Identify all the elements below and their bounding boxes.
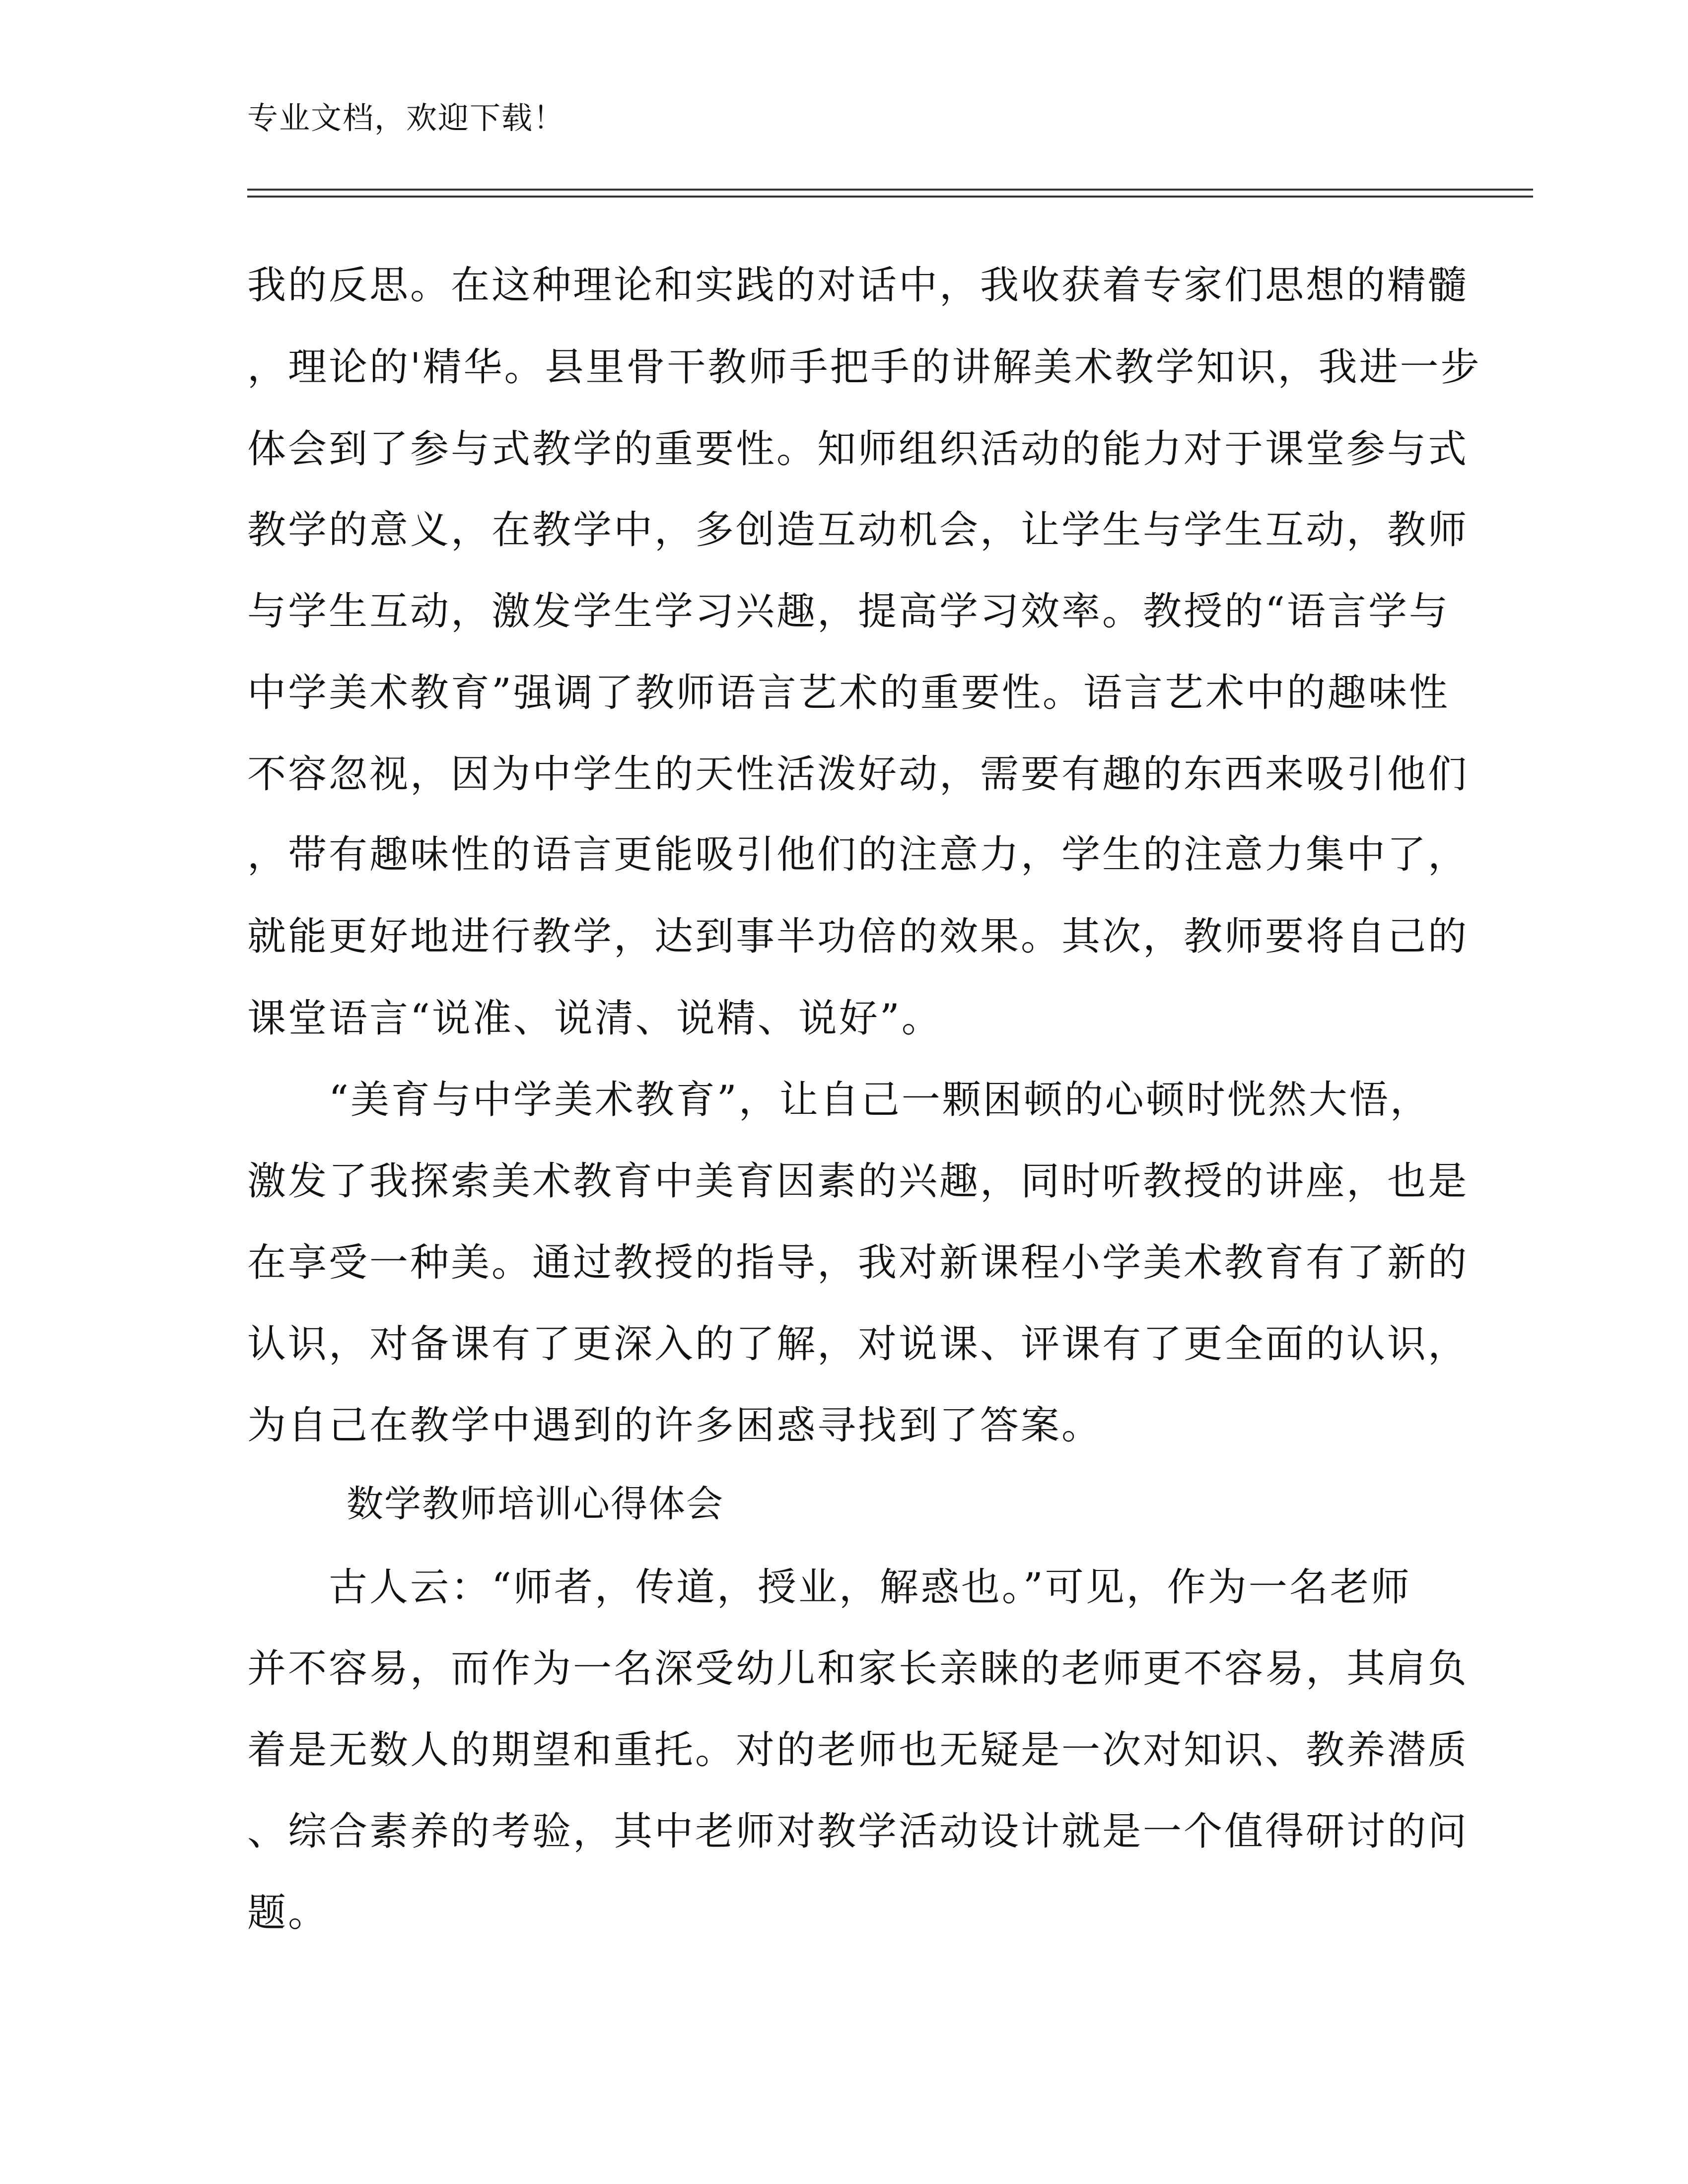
body-line: 不容忽视，因为中学生的天性活泼好动，需要有趣的东西来吸引他们 xyxy=(247,752,1469,797)
body-line: 体会到了参与式教学的重要性。知师组织活动的能力对于课堂参与式 xyxy=(247,427,1469,472)
body-line: 为自己在教学中遇到的许多困惑寻找到了答案。 xyxy=(247,1403,1103,1448)
document-header: 专业文档，欢迎下载！ xyxy=(247,100,565,136)
body-line: 古人云：“师者，传道，授业，解惑也。”可见，作为一名老师 xyxy=(247,1565,1411,1610)
body-line: 就能更好地进行教学，达到事半功倍的效果。其次，教师要将自己的 xyxy=(247,914,1469,959)
body-line: 、综合素养的考验，其中老师对教学活动设计就是一个值得研讨的问 xyxy=(247,1809,1469,1854)
body-line: 并不容易，而作为一名深受幼儿和家长亲睐的老师更不容易，其肩负 xyxy=(247,1646,1469,1691)
body-line: 激发了我探索美术教育中美育因素的兴趣，同时听教授的讲座，也是 xyxy=(247,1159,1469,1204)
body-line: 认识，对备课有了更深入的了解，对说课、评课有了更全面的认识， xyxy=(247,1322,1469,1366)
body-line: 着是无数人的期望和重托。对的老师也无疑是一次对知识、教养潜质 xyxy=(247,1728,1469,1773)
body-line: 题。 xyxy=(247,1891,329,1935)
body-line: 我的反思。在这种理论和实践的对话中，我收获着专家们思想的精髓 xyxy=(247,263,1469,308)
header-rule-top xyxy=(247,189,1533,191)
body-line: “美育与中学美术教育”，让自己一颗困顿的心顿时恍然大悟， xyxy=(247,1078,1431,1122)
body-line: 中学美术教育”强调了教师语言艺术的重要性。语言艺术中的趣味性 xyxy=(247,671,1450,715)
body-line: ，理论的'精华。县里骨干教师手把手的讲解美术教学知识，我进一步 xyxy=(247,345,1481,390)
section-heading: 数学教师培训心得体会 xyxy=(347,1483,724,1525)
body-line: ，带有趣味性的语言更能吸引他们的注意力，学生的注意力集中了， xyxy=(247,832,1469,877)
body-line: 在享受一种美。通过教授的指导，我对新课程小学美术教育有了新的 xyxy=(247,1240,1469,1285)
body-line: 与学生互动，激发学生学习兴趣，提高学习效率。教授的“语言学与 xyxy=(247,589,1450,634)
body-line: 教学的意义，在教学中，多创造互动机会，让学生与学生互动，教师 xyxy=(247,508,1469,552)
header-rule-bottom xyxy=(247,196,1533,198)
body-line: 课堂语言“说准、说清、说精、说好”。 xyxy=(247,996,942,1041)
